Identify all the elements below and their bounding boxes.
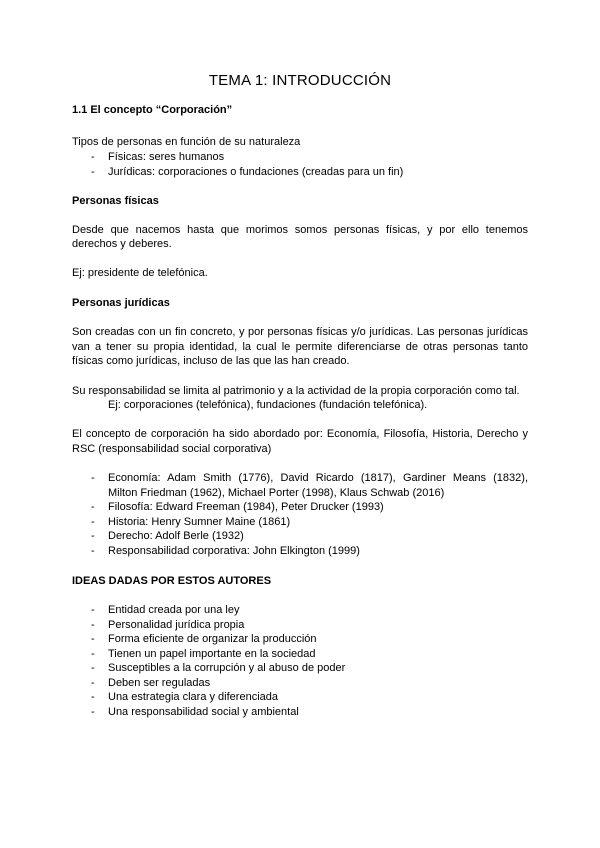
dash-bullet: - xyxy=(91,544,95,557)
dash-bullet: - xyxy=(91,165,95,178)
list-item: - Economía: Adam Smith (1776), David Ricardo (1817), Gardiner Means (1832), Milton Friedman (1962), Michael Porter (1998), Klaus Schwab (2016) xyxy=(91,472,528,499)
dash-bullet: - xyxy=(91,501,95,513)
list-item: - Derecho: Adolf Berle (1932) xyxy=(91,530,244,542)
list-item: - Forma eficiente de organizar la producción xyxy=(91,633,317,645)
list-item: - Tienen un papel importante en la sociedad xyxy=(91,647,316,660)
example-juridicas: Ej: corporaciones (telefónica), fundaciones (fundación telefónica). xyxy=(108,399,428,411)
paragraph-juridicas-line: Son creadas con un fin concreto, y por personas físicas y/o jurídicas. Las personas jurídicas xyxy=(72,326,528,338)
dash-bullet: - xyxy=(91,691,95,703)
paragraph-concepto-line: El concepto de corporación ha sido abordado por: Economía, Filosofía, Historia, Derecho y xyxy=(72,428,528,440)
paragraph-concepto-line: RSC (responsabilidad social corporativa) xyxy=(72,443,272,455)
paragraph-responsabilidad: Su responsabilidad se limita al patrimonio y a la actividad de la propia corporación como tal. xyxy=(72,385,520,397)
list-item: - Personalidad jurídica propia xyxy=(91,618,245,631)
dash-bullet: - xyxy=(91,647,95,660)
list-item: - Responsabilidad corporativa: John Elkington (1999) xyxy=(91,544,360,557)
paragraph-fisicas-line: Desde que nacemos hasta que morimos somos personas físicas, y por ello tenemos xyxy=(72,224,528,236)
dash-bullet: - xyxy=(91,633,95,645)
section-heading-juridicas: Personas jurídicas xyxy=(72,297,170,309)
section-concept-intro: Tipos de personas en función de su naturaleza xyxy=(72,136,301,148)
dash-bullet: - xyxy=(91,705,95,718)
dash-bullet: - xyxy=(91,618,95,631)
section-heading-concept: 1.1 El concepto “Corporación” xyxy=(72,104,233,116)
list-item: - Físicas: seres humanos xyxy=(91,151,225,163)
example-fisicas: Ej: presidente de telefónica. xyxy=(72,267,208,279)
section-heading-ideas: IDEAS DADAS POR ESTOS AUTORES xyxy=(72,575,272,587)
paragraph-fisicas-line: derechos y deberes. xyxy=(72,238,172,250)
list-item: - Susceptibles a la corrupción y al abuso de poder xyxy=(91,662,346,674)
section-heading-fisicas: Personas físicas xyxy=(72,195,159,207)
list-item: - Jurídicas: corporaciones o fundaciones (creadas para un fin) xyxy=(91,165,404,178)
disciplines-list xyxy=(72,471,528,558)
dash-bullet: - xyxy=(91,662,95,674)
list-item: - Una estrategia clara y diferenciada xyxy=(91,691,278,703)
page-title: TEMA 1: INTRODUCCIÓN xyxy=(208,72,392,89)
paragraph-juridicas-line: van a tener su propia identidad, la cual le permite diferenciarse de otras personas tanto xyxy=(72,341,528,353)
person-types-list xyxy=(72,150,528,179)
list-item: - Deben ser reguladas xyxy=(91,676,211,689)
dash-bullet: - xyxy=(91,151,95,163)
dash-bullet: - xyxy=(91,604,95,616)
ideas-list xyxy=(72,603,528,719)
dash-bullet: - xyxy=(91,515,95,528)
list-item: - Filosofía: Edward Freeman (1984), Peter Drucker (1993) xyxy=(91,501,384,513)
dash-bullet: - xyxy=(91,472,95,484)
dash-bullet: - xyxy=(91,530,95,542)
paragraph-juridicas-line: físicas como jurídicas, incluso de las que las han creado. xyxy=(72,355,350,367)
list-item: - Historia: Henry Sumner Maine (1861) xyxy=(91,515,291,528)
dash-bullet: - xyxy=(91,676,95,689)
list-item: - Entidad creada por una ley xyxy=(91,604,240,616)
list-item: - Una responsabilidad social y ambiental xyxy=(91,705,299,718)
